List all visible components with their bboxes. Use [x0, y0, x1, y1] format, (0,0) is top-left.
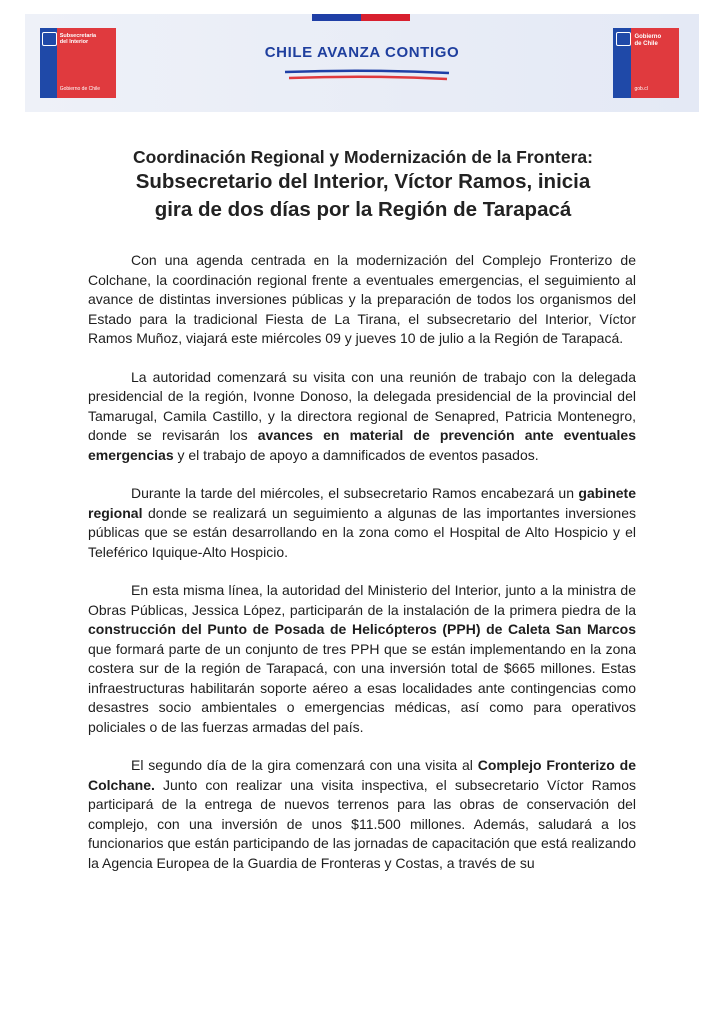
- press-release-body: [88, 251, 636, 892]
- left-logo-line2: del Interior: [59, 39, 89, 45]
- slogan: CHILE AVANZA CONTIGO: [264, 44, 460, 61]
- left-logo-footer: Gobierno de Chile: [59, 86, 101, 92]
- right-logo-line2: de Chile: [634, 41, 658, 47]
- right-logo-line1: Gobierno: [634, 34, 662, 40]
- flag-stripe: [312, 14, 410, 21]
- paragraph-1: Con una agenda centrada en la modernización del Complejo Fronterizo de Colchane, la coordinación regional frente a eventuales emergencias, el seguimiento al avance de distintas inversiones públicas y la preparación de todos los organismos del Estado para la tradicional Fiesta de La Tirana, el subsecretario del Interior, Víctor Ramos Muñoz, viajará este miércoles 09 y jueves 10 de julio a la Región de Tarapacá.: [88, 252, 636, 346]
- coat-of-arms-icon: [616, 32, 631, 46]
- title-line2: Subsecretario del Interior, Víctor Ramos, inicia: [135, 170, 591, 193]
- paragraph-3: Durante la tarde del miércoles, el subsecretario Ramos encabezará un gabinete regional donde se realizará un seguimiento a algunas de las importantes inversiones públicas que se están desarrollando en la zona como el Hospital de Alto Hospicio y el Teleférico Iquique-Alto Hospicio.: [88, 485, 636, 560]
- header-banner: [25, 14, 699, 112]
- title-line1: Coordinación Regional y Modernización de la Frontera:: [133, 147, 593, 167]
- title-line3: gira de dos días por la Región de Tarapacá: [154, 198, 572, 221]
- right-logo-footer: gob.cl: [634, 86, 648, 92]
- paragraph-4: En esta misma línea, la autoridad del Ministerio del Interior, junto a la ministra de Obras Públicas, Jessica López, participarán de la instalación de la primera piedra de la construcción del Punto de Posada de Helicópteros (PPH) de Caleta San Marcos que formará parte de un conjunto de tres PPH que se están implementando en la zona costera sur de la región de Tarapacá, con una inversión total de $665 millones. Estas infraestructuras habilitarán soporte aéreo a esas localidades ante contingencias como desastres socio ambientales o emergencias médicas, así como para operativos policiales o de las fuerzas armadas del país.: [88, 582, 636, 735]
- paragraph-2: La autoridad comenzará su visita con una reunión de trabajo con la delegada presidencial de la región, Ivonne Donoso, la delegada presidencial de la provincial del Tamarugal, Camila Castillo, y la directora regional de Senapred, Patricia Montenegro, donde se revisarán los avances en material de prevención ante eventuales emergencias y el trabajo de apoyo a damnificados de eventos pasados.: [88, 368, 636, 463]
- press-release-title: [88, 146, 638, 224]
- slogan-swoosh-icon: [281, 68, 453, 82]
- subsecretaria-logo: [40, 28, 116, 98]
- gobierno-logo: [613, 28, 679, 98]
- left-logo-line1: Subsecretaría: [59, 33, 97, 39]
- paragraph-5: El segundo día de la gira comenzará con una visita al Complejo Fronterizo de Colchane. Junto con realizar una visita inspectiva, el subsecretario Víctor Ramos participará de la entrega de nuevos terrenos para las obras de conservación del complejo, con una inversión de unos $11.500 millones. Además, saludará a los funcionarios que están participando de las jornadas de capacitación que está realizando la Agencia Europea de la Guardia de Fronteras y Costas, a través de su: [88, 757, 636, 871]
